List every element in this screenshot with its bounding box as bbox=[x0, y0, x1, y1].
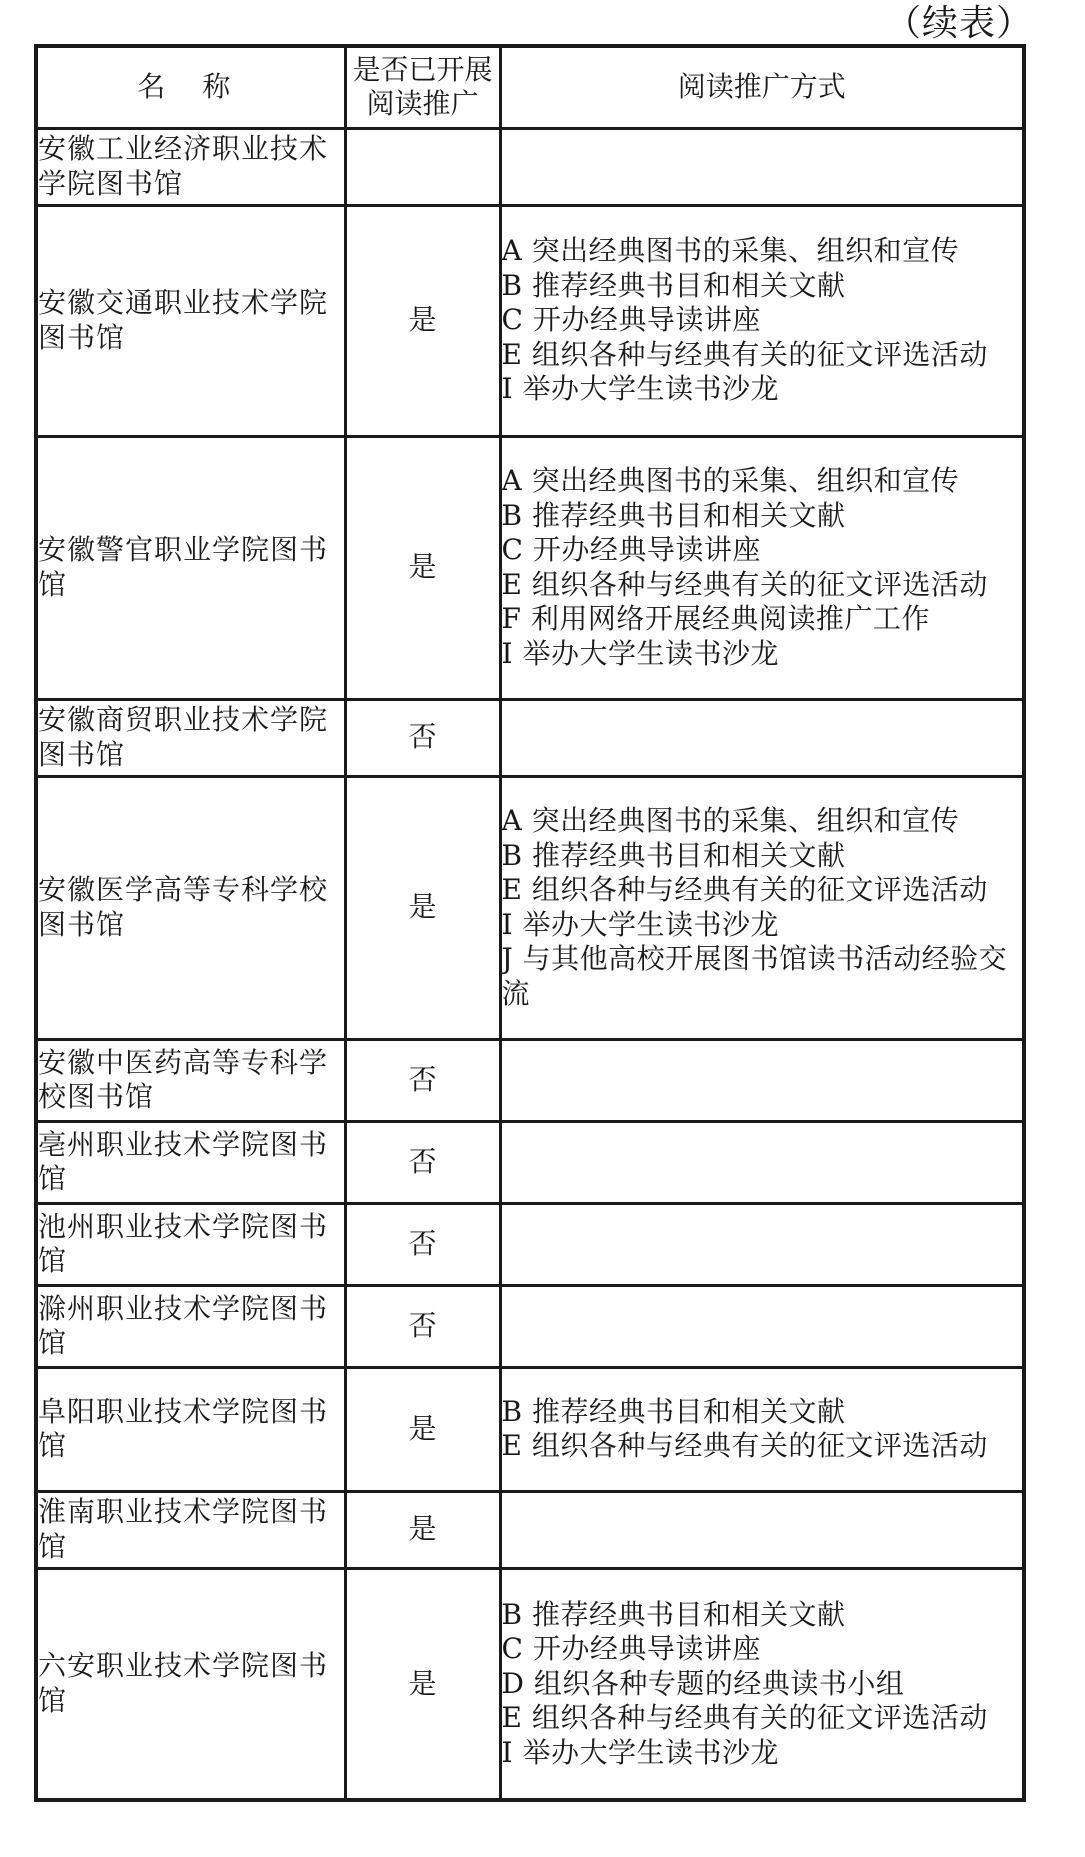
promotion-method-item: I 举办大学生读书沙龙 bbox=[501, 1735, 779, 1769]
promotion-methods-cell bbox=[500, 699, 1024, 776]
promotion-status-cell: 是 bbox=[345, 1491, 500, 1568]
promotion-method-item: C 开办经典导读讲座 bbox=[501, 303, 761, 337]
promotion-methods-cell bbox=[500, 1491, 1024, 1568]
table-row bbox=[36, 1121, 1024, 1203]
promotion-status-cell: 是 bbox=[345, 1568, 500, 1800]
table-row bbox=[36, 436, 1024, 699]
promotion-status-cell: 否 bbox=[345, 1121, 500, 1203]
promotion-method-item: E 组织各种与经典有关的征文评选活动 bbox=[501, 873, 988, 906]
library-name-cell: 安徽警官职业学院图书馆 bbox=[36, 436, 345, 699]
library-name-cell: 池州职业技术学院图书馆 bbox=[36, 1203, 345, 1285]
promotion-method-item: C 开办经典导读讲座 bbox=[501, 1632, 761, 1665]
table-row bbox=[36, 128, 1024, 205]
promotion-methods-cell bbox=[500, 776, 1024, 1039]
library-name-cell: 六安职业技术学院图书馆 bbox=[36, 1568, 345, 1800]
promotion-methods-cell bbox=[500, 1367, 1024, 1491]
library-name-cell: 滁州职业技术学院图书馆 bbox=[36, 1285, 345, 1367]
library-name-cell: 亳州职业技术学院图书馆 bbox=[36, 1121, 345, 1203]
promotion-status-cell: 否 bbox=[345, 699, 500, 776]
header-row bbox=[36, 46, 1024, 128]
promotion-methods-cell bbox=[500, 1121, 1024, 1203]
promotion-methods-cell bbox=[500, 1285, 1024, 1367]
library-name-cell: 安徽商贸职业技术学院图书馆 bbox=[36, 699, 345, 776]
promotion-method-item: B 推荐经典书目和相关文献 bbox=[501, 1394, 846, 1428]
promotion-status-cell: 是 bbox=[345, 776, 500, 1039]
promotion-method-item: A 突出经典图书的采集、组织和宣传 bbox=[501, 804, 960, 837]
promotion-status-cell: 否 bbox=[345, 1039, 500, 1121]
header-flag-line2: 阅读推广 bbox=[366, 87, 479, 121]
library-name-cell: 安徽中医药高等专科学校图书馆 bbox=[36, 1039, 345, 1121]
promotion-method-item: I 举办大学生读书沙龙 bbox=[501, 372, 779, 406]
table-row bbox=[36, 1568, 1024, 1800]
promotion-method-item: E 组织各种与经典有关的征文评选活动 bbox=[501, 1429, 988, 1462]
promotion-method-item: E 组织各种与经典有关的征文评选活动 bbox=[501, 1701, 988, 1734]
continued-table-label: （续表） bbox=[884, 3, 1033, 44]
table-row bbox=[36, 1285, 1024, 1367]
table-row bbox=[36, 205, 1024, 436]
promotion-methods-cell bbox=[500, 436, 1024, 699]
promotion-status-cell: 是 bbox=[345, 205, 500, 436]
promotion-method-item: A 突出经典图书的采集、组织和宣传 bbox=[501, 234, 960, 268]
promotion-method-item: D 组织各种专题的经典读书小组 bbox=[501, 1666, 905, 1700]
promotion-method-item: E 组织各种与经典有关的征文评选活动 bbox=[501, 567, 988, 601]
header-methods: 阅读推广方式 bbox=[500, 46, 1024, 128]
promotion-status-cell: 否 bbox=[345, 1203, 500, 1285]
promotion-methods-cell bbox=[500, 1203, 1024, 1285]
library-name-cell: 阜阳职业技术学院图书馆 bbox=[36, 1367, 345, 1491]
promotion-status-cell: 是 bbox=[345, 436, 500, 699]
promotion-methods-cell bbox=[500, 128, 1024, 205]
promotion-method-item: F 利用网络开展经典阅读推广工作 bbox=[501, 602, 930, 635]
table-row bbox=[36, 1203, 1024, 1285]
library-name-cell: 淮南职业技术学院图书馆 bbox=[36, 1491, 345, 1568]
header-flag-line1: 是否已开展 bbox=[352, 52, 493, 86]
promotion-status-cell: 否 bbox=[345, 1285, 500, 1367]
table-row bbox=[36, 1367, 1024, 1491]
promotion-method-item: A 突出经典图书的采集、组织和宣传 bbox=[501, 464, 960, 497]
promotion-method-item: J 与其他高校开展图书馆读书活动经验交流 bbox=[501, 942, 1008, 1010]
promotion-method-item: B 推荐经典书目和相关文献 bbox=[501, 838, 846, 872]
promotion-status-cell: 是 bbox=[345, 1367, 500, 1491]
table-row bbox=[36, 699, 1024, 776]
library-name-cell: 安徽工业经济职业技术学院图书馆 bbox=[36, 128, 345, 205]
promotion-status-cell bbox=[345, 128, 500, 205]
promotion-method-item: I 举办大学生读书沙龙 bbox=[501, 636, 779, 670]
header-name: 名 称 bbox=[36, 46, 345, 128]
promotion-methods-cell bbox=[500, 205, 1024, 436]
library-name-cell: 安徽交通职业技术学院图书馆 bbox=[36, 205, 345, 436]
table-row bbox=[36, 1039, 1024, 1121]
table-body bbox=[36, 128, 1024, 1800]
promotion-method-item: E 组织各种与经典有关的征文评选活动 bbox=[501, 337, 988, 371]
promotion-method-item: B 推荐经典书目和相关文献 bbox=[501, 498, 846, 532]
promotion-method-item: I 举办大学生读书沙龙 bbox=[501, 907, 779, 941]
promotion-methods-cell bbox=[500, 1568, 1024, 1800]
library-name-cell: 安徽医学高等专科学校图书馆 bbox=[36, 776, 345, 1039]
table-row bbox=[36, 1491, 1024, 1568]
table-row bbox=[36, 776, 1024, 1039]
promotion-method-item: B 推荐经典书目和相关文献 bbox=[501, 1597, 846, 1631]
header-promotion-status bbox=[345, 46, 500, 128]
promotion-method-item: B 推荐经典书目和相关文献 bbox=[501, 268, 846, 302]
promotion-method-item: C 开办经典导读讲座 bbox=[501, 533, 761, 566]
promotion-methods-cell bbox=[500, 1039, 1024, 1121]
library-reading-promotion-table bbox=[34, 44, 1026, 1802]
